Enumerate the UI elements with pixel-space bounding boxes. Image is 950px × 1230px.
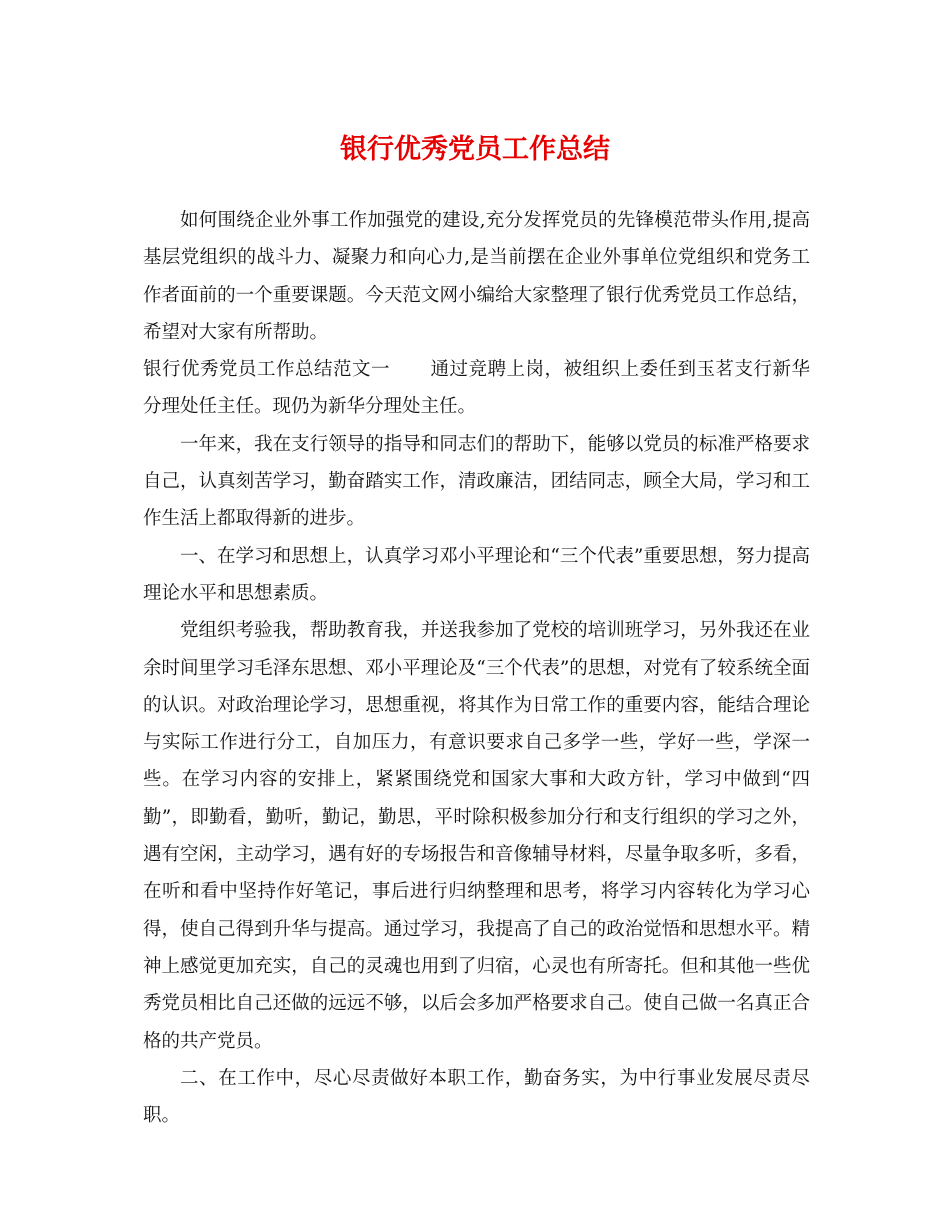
body-paragraph-3: 党组织考验我，帮助教育我，并送我参加了党校的培训班学习，另外我还在业余时间里学习毛泽东思想、邓小平理论及“三个代表”的思想，对党有了较系统全面的认识。对政治理论学习，思想重视，将其作为日常工作的重要内容，能结合理论与实际工作进行分工，自加压力，有意识要求自己多学一些，学好一些，学深一些。在学习内容的安排上，紧紧围绕党和国家大事和大政方针，学习中做到“四勤”，即勤看，勤听，勤记，勤思，平时除积极参加分行和支行组织的学习之外，遇有空闲，主动学习，遇有好的专场报告和音像辅导材料，尽量争取多听，多看，在听和看中坚持作好笔记，事后进行归纳整理和思考，将学习内容转化为学习心得，使自己得到升华与提高。通过学习，我提高了自己的政治觉悟和思想水平。精神上感觉更加充实，自己的灵魂也用到了归宿，心灵也有所寄托。但和其他一些优秀党员相比自己还做的远远不够，以后会多加严格要求自己。使自己做一名真正合格的共产党员。: [143, 620, 810, 1052]
body-paragraph-2: 一、在学习和思想上，认真学习邓小平理论和“三个代表”重要思想，努力提高理论水平和思想素质。: [143, 545, 810, 604]
section-paragraph: [143, 351, 810, 426]
document-title: 银行优秀党员工作总结: [340, 134, 610, 165]
section-text: 通过竞聘上岗，被组织上委任到玉茗支行新华分理处任主任。现仍为新华分理处主任。: [143, 359, 810, 418]
intro-paragraph: 如何围绕企业外事工作加强党的建设,充分发挥党员的先锋模范带头作用,提高基层党组织的战斗力、凝聚力和向心力,是当前摆在企业外事单位党组织和党务工作者面前的一个重要课题。今天范文网小编给大家整理了银行优秀党员工作总结，希望对大家有所帮助。: [143, 210, 810, 343]
document-body: [143, 202, 810, 1134]
body-paragraph-4: 二、在工作中，尽心尽责做好本职工作，勤奋务实，为中行事业发展尽责尽职。: [143, 1067, 810, 1127]
section-label: 银行优秀党员工作总结范文一: [143, 359, 390, 381]
body-paragraph-1: 一年来，我在支行领导的指导和同志们的帮助下，能够以党员的标准严格要求自己，认真刻苦学习，勤奋踏实工作，清政廉洁，团结同志，顾全大局，学习和工作生活上都取得新的进步。: [143, 433, 810, 530]
